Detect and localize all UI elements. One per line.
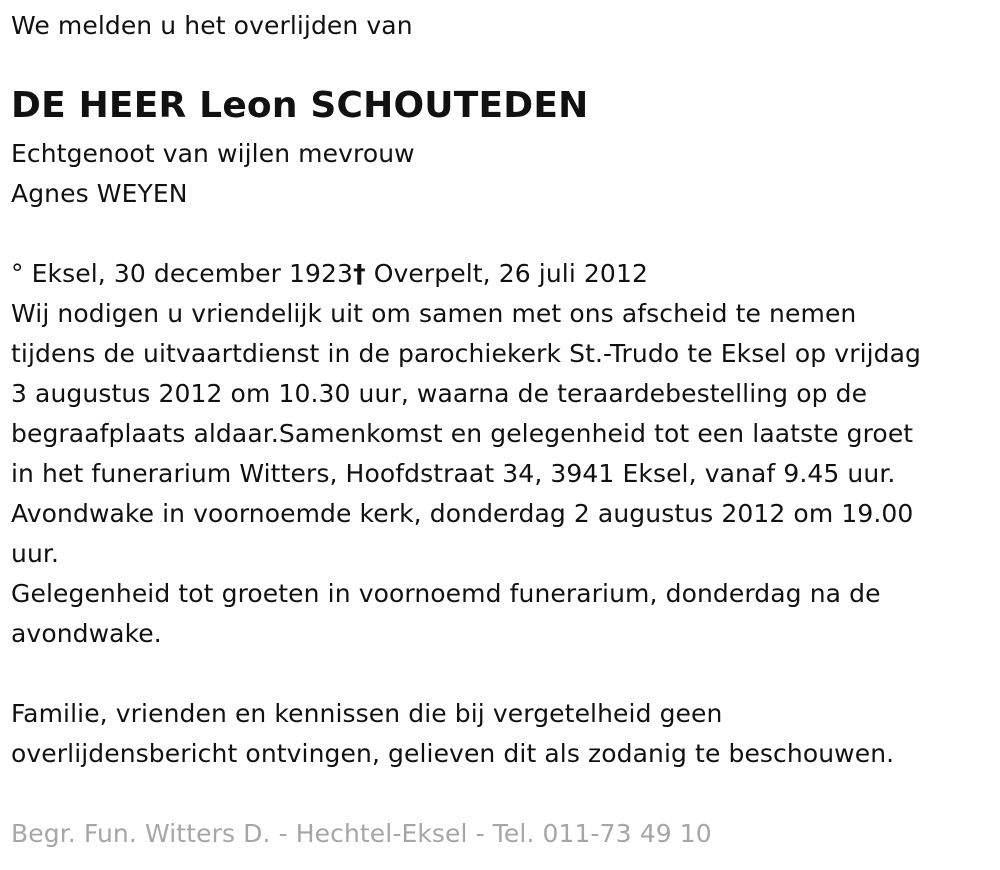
dates-line <box>11 254 921 294</box>
invitation-line: Avondwake in voornoemde kerk, donderdag 2 augustus 2012 om 19.00 <box>11 499 914 528</box>
invitation-line: Wij nodigen u vriendelijk uit om samen met ons afscheid te nemen <box>11 299 857 328</box>
invitation-line: avondwake. <box>11 619 162 648</box>
funeral-home-footer: Begr. Fun. Witters D. - Hechtel-Eksel - Tel. 011-73 49 10 <box>11 819 712 848</box>
invitation-line: begraafplaats aldaar.Samenkomst en gelegenheid tot een laatste groet <box>11 419 914 448</box>
intro-text: We melden u het overlijden van <box>11 11 413 40</box>
invitation-line: tijdens de uitvaartdienst in de parochiekerk St.-Trudo te Eksel op vrijdag <box>11 339 922 368</box>
spouse-line-1: Echtgenoot van wijlen mevrouw <box>11 139 415 168</box>
cross-icon: † <box>353 259 366 288</box>
family-line: Familie, vrienden en kennissen die bij vergetelheid geen <box>11 699 723 728</box>
death-info: Overpelt, 26 juli 2012 <box>365 259 648 288</box>
announcement-body <box>11 254 921 654</box>
invitation-line: Gelegenheid tot groeten in voornoemd funerarium, donderdag na de <box>11 579 881 608</box>
spouse-block <box>11 134 415 214</box>
invitation-line: in het funerarium Witters, Hoofdstraat 34, 3941 Eksel, vanaf 9.45 uur. <box>11 459 896 488</box>
invitation-line: uur. <box>11 539 60 568</box>
invitation-line: 3 augustus 2012 om 10.30 uur, waarna de teraardebestelling op de <box>11 379 868 408</box>
family-line: overlijdensbericht ontvingen, gelieven dit als zodanig te beschouwen. <box>11 739 895 768</box>
family-notice <box>11 694 894 774</box>
deceased-name: DE HEER Leon SCHOUTEDEN <box>11 85 589 126</box>
spouse-line-2: Agnes WEYEN <box>11 179 188 208</box>
birth-info: ° Eksel, 30 december 1923 <box>11 259 354 288</box>
